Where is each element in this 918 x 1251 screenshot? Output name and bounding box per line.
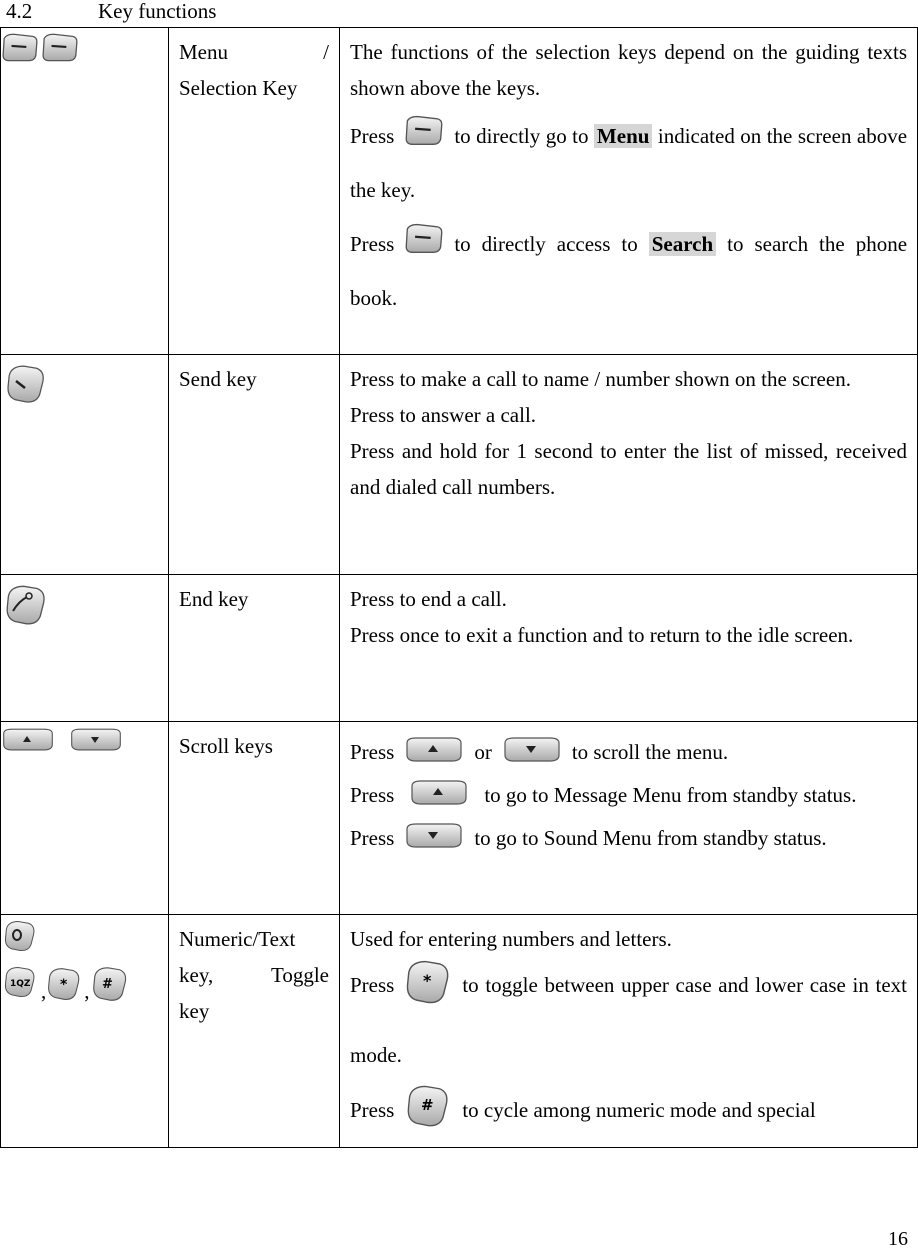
- table-row: [1, 722, 918, 915]
- scroll-down-key-icon: [502, 735, 562, 778]
- end-key-icon: [1, 583, 51, 638]
- page-number: 16: [888, 1228, 908, 1250]
- key-icons-cell: [1, 915, 169, 1148]
- description-text: Press: [350, 740, 395, 764]
- key-icons-cell: [1, 28, 169, 355]
- description-text: Press and hold for 1 second to enter the list of missed, received and dialed call numbers.: [350, 439, 907, 499]
- svg-text:#: #: [101, 977, 113, 992]
- section-number: 4.2: [6, 0, 33, 23]
- section-title: [6, 0, 216, 24]
- description-text: to toggle between upper case and lower case in text mode.: [350, 973, 907, 1067]
- svg-text:*: *: [423, 971, 432, 990]
- one-key-icon: [1, 965, 39, 1005]
- key-name-cell: [169, 915, 340, 1148]
- key-name-text: Selection Key: [179, 76, 298, 100]
- key-description-cell: [340, 355, 918, 575]
- zero-key-icon: [1, 919, 39, 959]
- description-text: to go to Message Menu from standby status.: [484, 783, 857, 807]
- description-text: to search the phone book.: [350, 232, 908, 310]
- description-text: Press: [350, 973, 395, 997]
- description-text: to scroll the menu.: [571, 740, 729, 764]
- key-icons-cell: [1, 722, 169, 915]
- description-text: Press to answer a call.: [350, 403, 537, 427]
- key-name-text: key: [179, 999, 210, 1023]
- key-name-cell: End key: [169, 575, 340, 722]
- menu-label: Menu: [594, 124, 653, 148]
- key-name-text: Numeric/Text: [179, 927, 296, 951]
- description-text: Used for entering numbers and letters.: [350, 927, 672, 951]
- hash-key-icon: [90, 965, 130, 1009]
- left-soft-key-icon: [404, 113, 444, 166]
- description-text: Press: [350, 783, 395, 807]
- description-text: Press: [350, 826, 395, 850]
- description-text: Press: [350, 1098, 395, 1122]
- svg-text:*: *: [60, 977, 68, 993]
- description-text: Press once to exit a function and to return to the idle screen.: [350, 623, 854, 647]
- table-row: [1, 575, 918, 722]
- key-icons-cell: [1, 575, 169, 722]
- key-name-text: Menu: [179, 40, 228, 64]
- key-name-cell: [169, 28, 340, 355]
- description-text: Press to end a call.: [350, 587, 507, 611]
- key-name-cell: Send key: [169, 355, 340, 575]
- description-text: Press: [350, 232, 395, 256]
- star-key-icon: [46, 965, 82, 1009]
- separator-text: ,: [41, 979, 47, 1003]
- section-name: Key functions: [98, 0, 217, 23]
- key-description-cell: [340, 575, 918, 722]
- svg-text:#: #: [421, 1096, 434, 1114]
- description-text: to directly go to: [454, 124, 589, 148]
- description-text: to go to Sound Menu from standby status.: [474, 826, 827, 850]
- description-text: Press: [350, 124, 395, 148]
- search-label: Search: [649, 232, 716, 256]
- table-row: [1, 28, 918, 355]
- description-text: to cycle among numeric mode and special: [462, 1098, 816, 1122]
- table-row: [1, 915, 918, 1148]
- description-text: indicated on the screen above the key.: [350, 124, 908, 202]
- right-soft-key-icon: [41, 32, 79, 75]
- left-soft-key-icon: [1, 32, 39, 75]
- scroll-up-key-icon: [404, 778, 474, 818]
- table-row: [1, 355, 918, 575]
- hash-key-icon: [404, 1083, 452, 1147]
- scroll-down-key-icon: [404, 821, 464, 864]
- key-description-cell: [340, 915, 918, 1148]
- description-text: to directly access to: [454, 232, 638, 256]
- star-key-icon: [404, 958, 452, 1027]
- key-name-text: key,: [179, 963, 214, 987]
- right-soft-key-icon: [404, 221, 444, 274]
- key-description-cell: [340, 28, 918, 355]
- key-icons-cell: [1, 355, 169, 575]
- send-key-icon: [1, 363, 51, 416]
- key-name-cell: Scroll keys: [169, 722, 340, 915]
- description-text: or: [474, 740, 492, 764]
- scroll-up-key-icon: [1, 726, 55, 765]
- description-text: Press to make a call to name / number shown on the screen.: [350, 367, 851, 391]
- key-name-text: Toggle: [270, 963, 329, 987]
- description-text: The functions of the selection keys depend on the guiding texts shown above the keys.: [350, 40, 907, 100]
- key-description-cell: [340, 722, 918, 915]
- key-name-text: /: [323, 40, 329, 64]
- scroll-down-key-icon: [69, 726, 123, 765]
- svg-text:1QZ: 1QZ: [10, 979, 31, 989]
- separator-text: ,: [84, 979, 90, 1003]
- scroll-up-key-icon: [404, 735, 464, 778]
- key-functions-table: [0, 27, 918, 1148]
